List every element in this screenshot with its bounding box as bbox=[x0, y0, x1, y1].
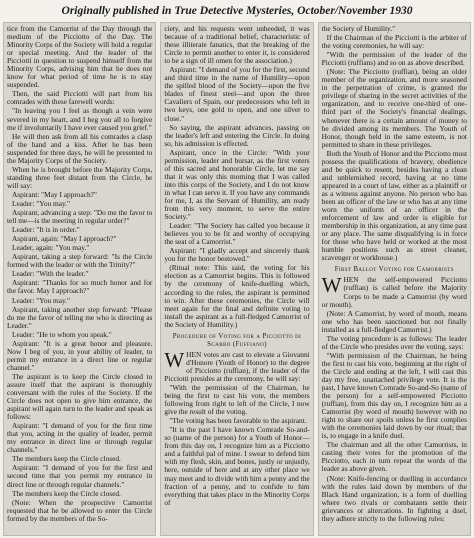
paragraph: When he is brought before the Majority Corps, standing three feet distant from the Circle, he will say: bbox=[7, 164, 153, 190]
paragraph: "With the permission of the Chairman, he being the first to cast his vote, the members following from right to left of the Circle, I now give the result of the voting. bbox=[164, 383, 310, 417]
drop-cap: W bbox=[164, 347, 185, 372]
paragraph: Aspirant: "I demand of you for the first and second time that you permit my entrance in direct line or through regular channels." bbox=[7, 463, 153, 489]
paragraph: (Note: When the prospective Camorrist requested that he be allowed to enter the Circle formed by the members of the So- bbox=[7, 497, 153, 523]
column-3 bbox=[318, 22, 471, 536]
paragraph: Aspirant, again: "May I approach?" bbox=[12, 234, 117, 244]
paragraph: He will then ask from all his comrades a clasp of the hand and a kiss. After he has been suspended for three days, he will be presented to the Majority Corps of the Society. bbox=[7, 131, 153, 165]
paragraph-text: HEN the self-empowered Picciotto (ruffian) is called before the Majority Corps to be made a Camorrist (by word or mouth). bbox=[321, 275, 467, 309]
paragraph: Aspirant: "I demand of you for the first time that you, acting in the quality of leader, permit my entrance in direct line or through regular channels." bbox=[7, 421, 153, 455]
paragraph: Leader: "With the leader." bbox=[12, 269, 89, 279]
column-2 bbox=[160, 22, 313, 536]
paragraph: Leader: "The Society has called you because it believes you to be fit and worthy of occupying the seat of a Camorrist." bbox=[164, 221, 310, 247]
column-1 bbox=[3, 22, 156, 536]
paragraph: Then, the said Picciotti will part from his comrades with these farewell words: bbox=[7, 89, 153, 107]
paragraph bbox=[321, 273, 467, 309]
paragraph: "With permission of the Chairman, he being the first to cast his vote, beginning at the right of the Circle and ending at the left, I will cast this day my free, unattached privilege vote. It is the past, I have known Comrade So-and-So (name of the person) for a self-empowered Picciotto (ruffian), from this day on, I recognize him as a Camorrist (by word of mouth) however with no right to share our spoils unless he first complies with the ceremonies laid down by our ritual; that is, to engage in a knife duel. bbox=[321, 350, 467, 441]
paragraph: Aspirant, once in the Circle: "With your permission, leader and bursar, as the first voters of this sacred and honorable Circle, let me say that it was only this morning that I was called into this corps of the Society, and I do not know in what I can serve it. If you have any commands for me, I, as the Servant of Humility, am ready from this very moment, to serve the entire Society." bbox=[164, 147, 310, 222]
paragraph: If the Chairman of the Picciotti is the arbiter of the voting ceremonies, he will say: bbox=[321, 33, 467, 51]
paragraph: Aspirant: "It is a great honor and pleasure. Now I beg of you, in your ability of leader, to permit my entrance in a direct line or regular channel." bbox=[7, 338, 153, 372]
paragraph: Leader: "It is in order." bbox=[12, 225, 80, 235]
paragraph: (Note: The Picciotto (ruffian), being an older member of the organization, and more seasoned in the perpetration of crime, is granted the privilege of sharing in the secret activities of the organization, and to receive one-third of one-third part of the Society's financial dealings, whenever there is a certain amount of money to be divided among its members. The Youth of Honor, though held in the same esteem, is not permitted to share in these privileges. bbox=[321, 67, 467, 149]
paragraph: Leader: "You may." bbox=[12, 295, 71, 305]
paragraph: Aspirant: "May I approach?" bbox=[12, 189, 97, 199]
paragraph: The voting procedure is as follows: The leader of the Circle who presides over the voting, says: bbox=[321, 333, 467, 351]
section-heading: First Ballot Voting for Camorrists bbox=[334, 266, 454, 274]
paragraph: Both the Youth of Honor and the Picciotto must possess the qualifications of bravery, obedience and be quick to resent, besides having a clean and unblemished record, having at no time appeared in a court of law, either as a plaintiff or as a witness against anyone. No person who has been an officer of the law or who has at any time worn the uniform of an officer in the enforcement of law and order is eligible for membership in this organization, at any time past or any place. The same disqualifying is in force for those who have held or worked at the most humble positions such as street cleaner, scavenger or workhouse.) bbox=[321, 148, 467, 263]
page-header: Originally published in True Detective Mysteries, October/November 1930 bbox=[61, 5, 413, 17]
paragraph: "It is the past I have known Comrade So-and-so (name of the person) for a Youth of Honor—from this day on, I recognize him as a Picciotto and a faithful pal of mine. I swear to defend him with my flesh, skin, and bones, justly or unjustly, here, outside of here and at any other place we may meet and to divide with him a penny and the fraction of a penny, and to confide to him everything that takes place in the Minority Corps of bbox=[164, 425, 310, 507]
paragraph: (Note: Knife-fencing or duelling in accordance with the rules laid down by members of the Black Hand organization, is a form of duelling where two rivals or combatants settle their grievances or altercations. In fighting a duel, they adhere strictly to the following rules: bbox=[321, 473, 467, 523]
paragraph: "In leaving you I feel as though a vein were severed in my heart, and I beg you all to forgive me if involuntarily I have ever caused you grief." bbox=[7, 106, 153, 132]
paragraph: Leader, again: "You may." bbox=[12, 243, 90, 253]
paragraph: "With the permission of the leader of the Picciotti (ruffians) and so on as above described. bbox=[321, 50, 467, 68]
paragraph: Aspirant: "I gladly accept and sincerely thank you for the honor bestowed." bbox=[164, 246, 310, 264]
paragraph bbox=[164, 347, 310, 383]
article-columns bbox=[3, 22, 471, 536]
paragraph: The members keep the Circle closed. bbox=[12, 454, 121, 464]
paragraph-text: HEN votes are cast to elevate a Giovanni d'Honore (Youth of Honor) to the degree of Picciotto (ruffian), if the leader of the Picciotti presides at the ceremony, he will say: bbox=[164, 349, 310, 383]
section-heading: Procedure of Voting for a Picciotto di Sgarro (Fuffiano) bbox=[172, 332, 302, 348]
paragraph: Aspirant: "Thanks for so much honor and for the favor. May I approach?" bbox=[7, 278, 153, 296]
paragraph: The members keep the Circle closed. bbox=[12, 488, 121, 498]
paragraph: The aspirant is to keep the Circle closed to assure itself that the aspirant is thoroughly conversant with the rules of the Society. If the Circle does not open to give him entrance, the aspirant will again turn to the leader and speak as follows: bbox=[7, 371, 153, 422]
paragraph: Aspirant, taking a step forward: "Is the Circle formed with the leader or with the Trinity?" bbox=[7, 252, 153, 270]
paragraph: Aspirant, advancing a step: "Do me the favor to tell me—is the meeting in regular order?" bbox=[7, 208, 153, 226]
paragraph: (Ritual note: This said, the voting for his election as a Camorrist begins. This is followed by the ceremony of knife-duelling which, according to the rules, the aspirant is permitted to win. After these ceremonies, the Circle will meet again for the final and definite voting to install the aspirant as a full-fledged Camorrist of the Society of Humility.) bbox=[164, 263, 310, 329]
paragraph: ciety, and his requests went unheeded, it was because of a traditional belief, characteristic of these illiterate fanatics, that the breaking of the Circle to permit another to enter it, is considered to be a sign of ill omen for the association.) bbox=[164, 24, 310, 66]
paragraph: The chairman and all the other Camorrists, in casting their votes for the promotion of the Picciotto, each in turn repeat the words of the leader as above given. bbox=[321, 440, 467, 474]
paragraph: "The voting has been favorable to the aspirant. bbox=[169, 416, 307, 426]
paragraph: tice from the Camorrist of the Day through the medium of the Picciotto of the Day. The Minority Corps of the Society will hold a regular or special meeting. And the leader of the Picciotti in question to suspend himself from the Minority Corps, advising him that he does not know for what period of time he is to stay suspended. bbox=[7, 24, 153, 90]
paragraph: Leader: "You may." bbox=[12, 198, 71, 208]
paragraph: Aspirant, taking another step forward: "Please do me the favor of telling me who is directing as Leader." bbox=[7, 304, 153, 330]
paragraph: the Society of Humility." bbox=[321, 24, 396, 33]
paragraph: (Note: A Camorrist, by word of mouth, means one who has been sanctioned but not finally installed as a full-fledged Camorrist.) bbox=[321, 308, 467, 334]
paragraph: So saying, the aspirant advances, passing on the leader's left and entering the Circle. In doing so, his admission is effected. bbox=[164, 122, 310, 148]
paragraph: Aspirant: "I demand of you for the first, second and third time in the name of Humility—upon the spilled blood of the Society—upon the five blades of finest steel—and upon the three Cavaliers of Spain, our predecessors who left in two keys, one gold to open, and one silver to close." bbox=[164, 65, 310, 123]
drop-cap: W bbox=[321, 273, 342, 298]
paragraph: Leader: "He to whom you speak." bbox=[12, 329, 112, 339]
